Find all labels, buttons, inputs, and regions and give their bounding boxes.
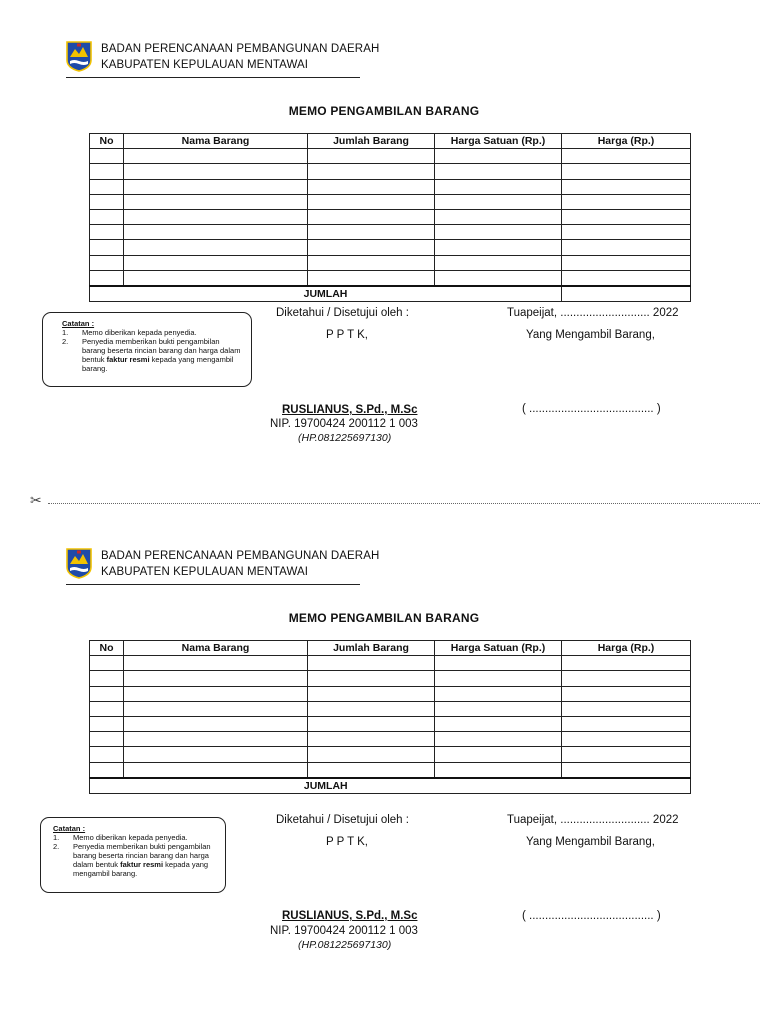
cell-quantity[interactable] bbox=[308, 686, 435, 701]
table-row bbox=[90, 716, 691, 731]
cell-no[interactable] bbox=[90, 255, 124, 270]
approval-label: Diketahui / Disetujui oleh : bbox=[276, 814, 409, 826]
note-text: Memo diberikan kepada penyedia. bbox=[73, 833, 188, 842]
cell-unit-price[interactable] bbox=[435, 732, 562, 747]
cell-unit-price[interactable] bbox=[435, 270, 562, 286]
approver-nip: NIP. 19700424 200112 1 003 bbox=[270, 418, 418, 430]
approver-nip: NIP. 19700424 200112 1 003 bbox=[270, 925, 418, 937]
cell-quantity[interactable] bbox=[308, 194, 435, 209]
table-row bbox=[90, 179, 691, 194]
table-row bbox=[90, 240, 691, 255]
cell-item-name[interactable] bbox=[124, 671, 308, 686]
cell-unit-price[interactable] bbox=[435, 255, 562, 270]
cell-item-name[interactable] bbox=[124, 686, 308, 701]
cell-price[interactable] bbox=[562, 194, 691, 209]
cell-no[interactable] bbox=[90, 747, 124, 762]
note-number: 2. bbox=[53, 842, 60, 851]
note-emphasis: faktur resmi bbox=[106, 355, 150, 364]
cell-item-name[interactable] bbox=[124, 762, 308, 778]
total-value-cell[interactable] bbox=[562, 286, 691, 302]
cell-price[interactable] bbox=[562, 225, 691, 240]
note-number: 2. bbox=[62, 337, 69, 346]
cell-no[interactable] bbox=[90, 240, 124, 255]
cell-quantity[interactable] bbox=[308, 225, 435, 240]
place-date: Tuapeijat, ............................ 2022 bbox=[507, 814, 679, 826]
cell-price[interactable] bbox=[562, 179, 691, 194]
notes-box bbox=[40, 817, 226, 893]
agency-name: BADAN PERENCANAAN PEMBANGUNAN DAERAH bbox=[101, 550, 380, 562]
note-item bbox=[62, 337, 242, 373]
table-row bbox=[90, 149, 691, 164]
regency-emblem-icon bbox=[66, 40, 92, 72]
cell-item-name[interactable] bbox=[124, 225, 308, 240]
regency-name: KABUPATEN KEPULAUAN MENTAWAI bbox=[101, 59, 309, 71]
table-row bbox=[90, 255, 691, 270]
cell-quantity[interactable] bbox=[308, 701, 435, 716]
cell-unit-price[interactable] bbox=[435, 164, 562, 179]
cell-no[interactable] bbox=[90, 671, 124, 686]
cell-unit-price[interactable] bbox=[435, 762, 562, 778]
cell-price[interactable] bbox=[562, 762, 691, 778]
cell-quantity[interactable] bbox=[308, 149, 435, 164]
cell-no[interactable] bbox=[90, 656, 124, 671]
total-row bbox=[90, 778, 691, 794]
note-item bbox=[53, 842, 219, 878]
total-label: JUMLAH bbox=[90, 286, 562, 302]
cell-no[interactable] bbox=[90, 179, 124, 194]
cell-unit-price[interactable] bbox=[435, 747, 562, 762]
cell-unit-price[interactable] bbox=[435, 194, 562, 209]
column-header-no: No bbox=[90, 134, 124, 149]
table-row bbox=[90, 701, 691, 716]
cell-price[interactable] bbox=[562, 209, 691, 224]
table-row bbox=[90, 686, 691, 701]
cell-no[interactable] bbox=[90, 209, 124, 224]
cell-quantity[interactable] bbox=[308, 747, 435, 762]
table-row bbox=[90, 671, 691, 686]
cell-price[interactable] bbox=[562, 164, 691, 179]
cell-unit-price[interactable] bbox=[435, 149, 562, 164]
place-date: Tuapeijat, ............................ 2022 bbox=[507, 307, 679, 319]
cell-item-name[interactable] bbox=[124, 240, 308, 255]
table-row bbox=[90, 225, 691, 240]
cell-price[interactable] bbox=[562, 255, 691, 270]
approver-name: RUSLIANUS, S.Pd., M.Sc bbox=[282, 404, 418, 416]
cell-quantity[interactable] bbox=[308, 270, 435, 286]
memo-form-1 bbox=[0, 0, 768, 480]
memo-title: MEMO PENGAMBILAN BARANG bbox=[288, 104, 480, 118]
cell-quantity[interactable] bbox=[308, 732, 435, 747]
cell-item-name[interactable] bbox=[124, 270, 308, 286]
cell-quantity[interactable] bbox=[308, 240, 435, 255]
note-text: kepada yang mengambil barang. bbox=[73, 860, 209, 878]
cell-price[interactable] bbox=[562, 270, 691, 286]
cell-item-name[interactable] bbox=[124, 716, 308, 731]
approver-phone: (HP.081225697130) bbox=[298, 939, 392, 951]
items-table bbox=[89, 133, 691, 302]
cell-quantity[interactable] bbox=[308, 164, 435, 179]
cell-no[interactable] bbox=[90, 164, 124, 179]
notes-list bbox=[62, 328, 242, 373]
cell-quantity[interactable] bbox=[308, 255, 435, 270]
notes-list bbox=[53, 833, 219, 878]
cell-quantity[interactable] bbox=[308, 209, 435, 224]
cell-price[interactable] bbox=[562, 149, 691, 164]
cell-item-name[interactable] bbox=[124, 149, 308, 164]
cell-quantity[interactable] bbox=[308, 762, 435, 778]
cell-item-name[interactable] bbox=[124, 255, 308, 270]
cell-no[interactable] bbox=[90, 716, 124, 731]
cell-unit-price[interactable] bbox=[435, 701, 562, 716]
cell-price[interactable] bbox=[562, 671, 691, 686]
table-row bbox=[90, 656, 691, 671]
cell-no[interactable] bbox=[90, 732, 124, 747]
total-label: JUMLAH bbox=[90, 778, 562, 794]
cell-unit-price[interactable] bbox=[435, 179, 562, 194]
cell-price[interactable] bbox=[562, 716, 691, 731]
column-header-quantity: Jumlah Barang bbox=[308, 641, 435, 656]
column-header-item-name: Nama Barang bbox=[124, 641, 308, 656]
cell-item-name[interactable] bbox=[124, 656, 308, 671]
cell-item-name[interactable] bbox=[124, 701, 308, 716]
note-number: 1. bbox=[53, 833, 60, 842]
note-emphasis: faktur resmi bbox=[120, 860, 164, 869]
memo-title: MEMO PENGAMBILAN BARANG bbox=[288, 611, 480, 625]
recipient-role: Yang Mengambil Barang, bbox=[526, 329, 655, 341]
cell-quantity[interactable] bbox=[308, 716, 435, 731]
notes-title: Catatan : bbox=[62, 319, 95, 328]
cell-item-name[interactable] bbox=[124, 164, 308, 179]
column-header-item-name: Nama Barang bbox=[124, 134, 308, 149]
cell-unit-price[interactable] bbox=[435, 656, 562, 671]
cell-no[interactable] bbox=[90, 686, 124, 701]
cell-quantity[interactable] bbox=[308, 671, 435, 686]
cell-quantity[interactable] bbox=[308, 656, 435, 671]
cell-price[interactable] bbox=[562, 686, 691, 701]
total-value-cell[interactable] bbox=[562, 778, 691, 794]
cell-item-name[interactable] bbox=[124, 179, 308, 194]
recipient-signature-line[interactable]: ( ....................................... ) bbox=[522, 910, 661, 922]
note-item bbox=[53, 833, 219, 842]
table-row bbox=[90, 194, 691, 209]
recipient-signature-line[interactable]: ( ....................................... ) bbox=[522, 403, 661, 415]
cell-item-name[interactable] bbox=[124, 747, 308, 762]
notes-title: Catatan : bbox=[53, 824, 86, 833]
note-item bbox=[62, 328, 242, 337]
column-header-price: Harga (Rp.) bbox=[562, 641, 691, 656]
table-row bbox=[90, 762, 691, 778]
note-text: kepada yang mengambil barang. bbox=[82, 355, 234, 373]
cell-price[interactable] bbox=[562, 701, 691, 716]
table-header-row bbox=[90, 641, 691, 656]
total-row bbox=[90, 286, 691, 302]
items-table bbox=[89, 640, 691, 794]
table-row bbox=[90, 209, 691, 224]
approval-label: Diketahui / Disetujui oleh : bbox=[276, 307, 409, 319]
note-number: 1. bbox=[62, 328, 69, 337]
cell-price[interactable] bbox=[562, 240, 691, 255]
approver-role: P P T K, bbox=[326, 836, 368, 848]
cell-unit-price[interactable] bbox=[435, 209, 562, 224]
scissors-icon: ✂ bbox=[30, 492, 42, 508]
header-divider bbox=[66, 584, 360, 585]
dotted-separator bbox=[48, 503, 760, 504]
cell-price[interactable] bbox=[562, 732, 691, 747]
cell-unit-price[interactable] bbox=[435, 240, 562, 255]
cell-unit-price[interactable] bbox=[435, 671, 562, 686]
recipient-role: Yang Mengambil Barang, bbox=[526, 836, 655, 848]
approver-phone: (HP.081225697130) bbox=[298, 432, 392, 444]
regency-emblem-icon bbox=[66, 547, 92, 579]
column-header-price: Harga (Rp.) bbox=[562, 134, 691, 149]
note-text: Penyedia memberikan bukti pengambilan barang beserta rincian barang dan harga dalam bentuk bbox=[82, 337, 241, 364]
note-text: Memo diberikan kepada penyedia. bbox=[82, 328, 197, 337]
cell-no[interactable] bbox=[90, 225, 124, 240]
column-header-no: No bbox=[90, 641, 124, 656]
agency-name: BADAN PERENCANAAN PEMBANGUNAN DAERAH bbox=[101, 43, 380, 55]
cell-unit-price[interactable] bbox=[435, 225, 562, 240]
cell-unit-price[interactable] bbox=[435, 686, 562, 701]
table-row bbox=[90, 732, 691, 747]
column-header-quantity: Jumlah Barang bbox=[308, 134, 435, 149]
cell-no[interactable] bbox=[90, 701, 124, 716]
approver-name: RUSLIANUS, S.Pd., M.Sc bbox=[282, 910, 418, 922]
cell-no[interactable] bbox=[90, 194, 124, 209]
memo-form-2 bbox=[0, 507, 768, 987]
column-header-unit-price: Harga Satuan (Rp.) bbox=[435, 134, 562, 149]
notes-box bbox=[42, 312, 252, 387]
approver-role: P P T K, bbox=[326, 329, 368, 341]
regency-name: KABUPATEN KEPULAUAN MENTAWAI bbox=[101, 566, 309, 578]
cell-quantity[interactable] bbox=[308, 179, 435, 194]
table-row bbox=[90, 270, 691, 286]
cell-price[interactable] bbox=[562, 747, 691, 762]
header-divider bbox=[66, 77, 360, 78]
cell-no[interactable] bbox=[90, 270, 124, 286]
cell-no[interactable] bbox=[90, 762, 124, 778]
table-row bbox=[90, 164, 691, 179]
cell-item-name[interactable] bbox=[124, 732, 308, 747]
cut-line bbox=[30, 494, 760, 508]
note-text: Penyedia memberikan bukti pengambilan barang beserta rincian barang dan harga dalam bentuk bbox=[73, 842, 211, 869]
cell-price[interactable] bbox=[562, 656, 691, 671]
cell-item-name[interactable] bbox=[124, 194, 308, 209]
column-header-unit-price: Harga Satuan (Rp.) bbox=[435, 641, 562, 656]
table-header-row bbox=[90, 134, 691, 149]
cell-item-name[interactable] bbox=[124, 209, 308, 224]
cell-no[interactable] bbox=[90, 149, 124, 164]
table-row bbox=[90, 747, 691, 762]
cell-unit-price[interactable] bbox=[435, 716, 562, 731]
